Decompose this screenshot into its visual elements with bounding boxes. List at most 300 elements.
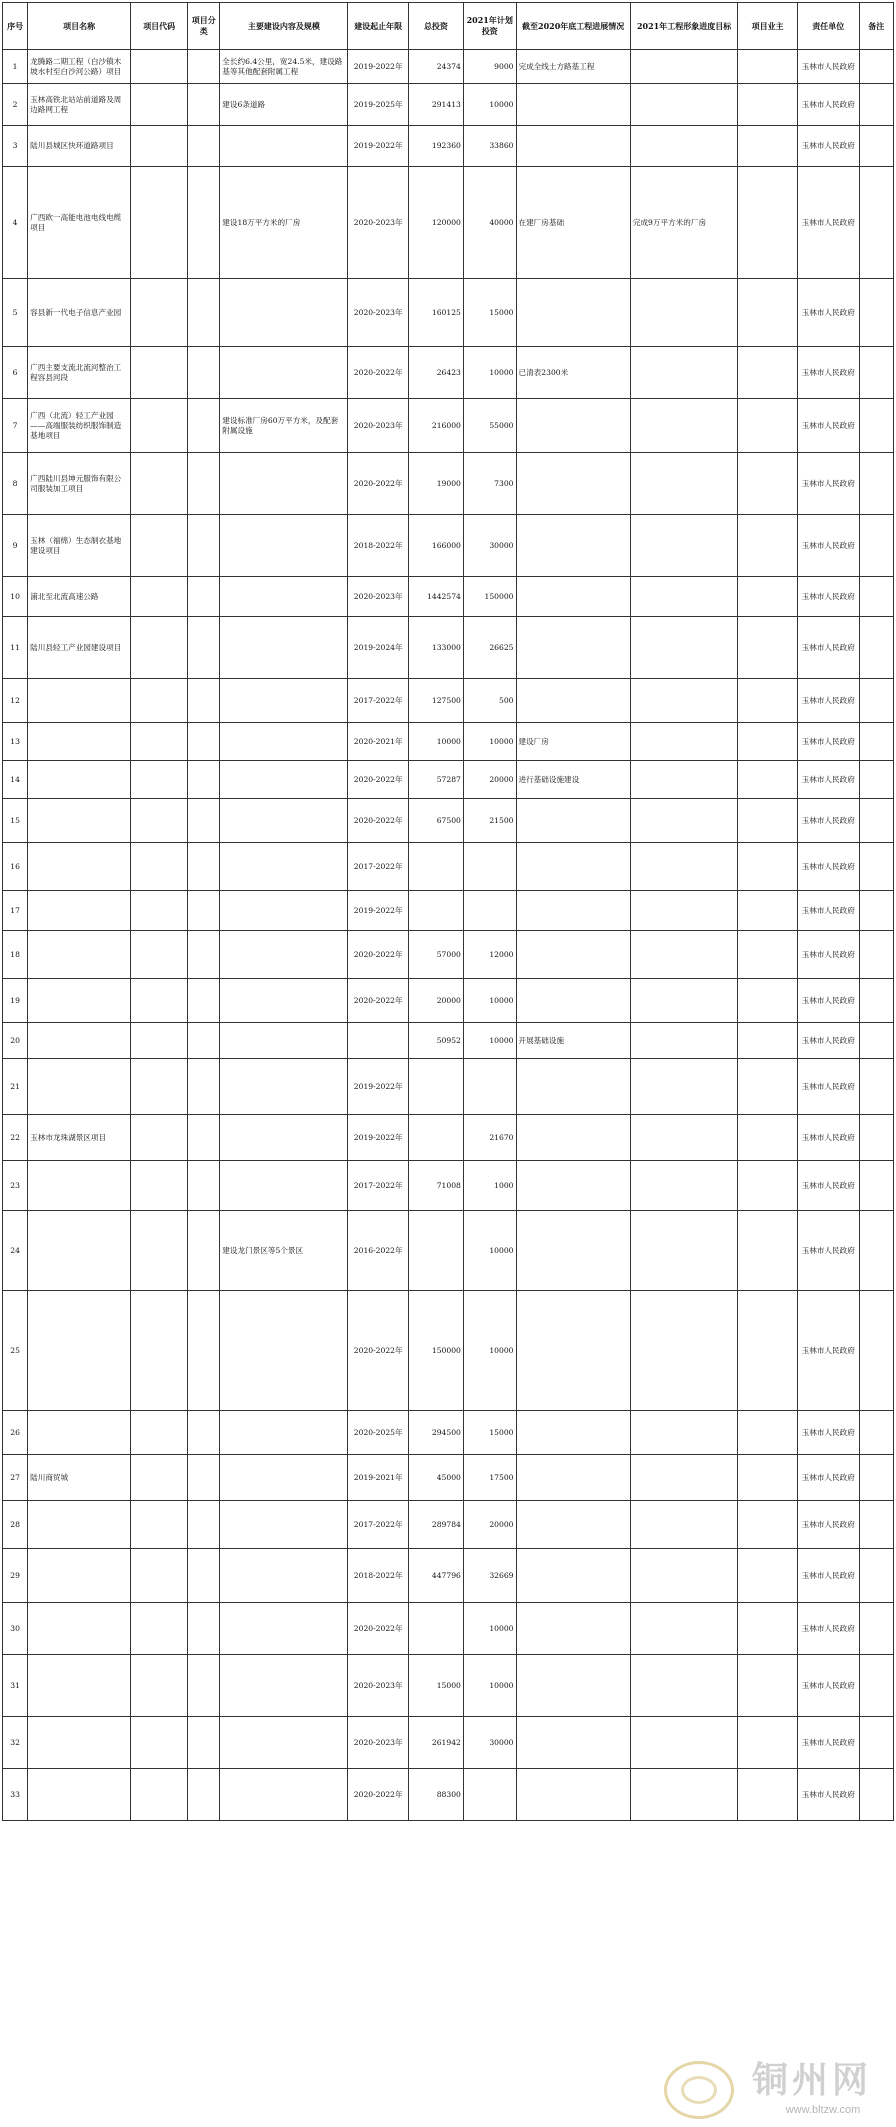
table-cell: 玉林市人民政府 <box>797 279 859 347</box>
table-cell <box>131 931 188 979</box>
table-cell: 玉林市人民政府 <box>797 167 859 279</box>
table-cell <box>28 1769 131 1821</box>
table-cell: 294500 <box>409 1411 464 1455</box>
table-cell <box>859 577 893 617</box>
table-cell <box>630 279 738 347</box>
table-cell <box>131 799 188 843</box>
table-cell: 玉林市人民政府 <box>797 1411 859 1455</box>
table-cell: 150000 <box>463 577 516 617</box>
table-cell: 玉林市人民政府 <box>797 126 859 167</box>
table-cell: 500 <box>463 679 516 723</box>
table-cell: 玉林市人民政府 <box>797 723 859 761</box>
table-row <box>3 1211 894 1291</box>
table-cell: 玉林市人民政府 <box>797 347 859 399</box>
table-cell: 玉林市人民政府 <box>797 1291 859 1411</box>
table-cell: 容县新一代电子信息产业园 <box>28 279 131 347</box>
table-cell <box>188 1769 220 1821</box>
table-cell: 龙腾路二期工程（白沙镇木坡水村至白沙河公路）项目 <box>28 50 131 84</box>
table-cell: 26423 <box>409 347 464 399</box>
table-cell <box>188 347 220 399</box>
table-cell <box>738 1211 797 1291</box>
table-cell: 陆川商贸城 <box>28 1455 131 1501</box>
table-cell <box>188 1023 220 1059</box>
table-cell <box>516 979 630 1023</box>
table-cell <box>516 1115 630 1161</box>
table-cell <box>516 931 630 979</box>
table-row <box>3 1501 894 1549</box>
table-cell <box>859 761 893 799</box>
table-cell: 1 <box>3 50 28 84</box>
table-cell <box>516 1211 630 1291</box>
table-cell <box>188 761 220 799</box>
table-cell: 9 <box>3 515 28 577</box>
table-cell: 192360 <box>409 126 464 167</box>
table-row <box>3 723 894 761</box>
table-cell: 玉林市人民政府 <box>797 891 859 931</box>
table-cell <box>188 979 220 1023</box>
table-cell <box>738 453 797 515</box>
table-cell: 2019-2025年 <box>348 84 409 126</box>
table-cell: 2020-2023年 <box>348 279 409 347</box>
table-cell <box>188 1291 220 1411</box>
table-cell <box>220 617 348 679</box>
table-cell: 玉林市人民政府 <box>797 617 859 679</box>
table-cell <box>131 1161 188 1211</box>
table-cell <box>348 1023 409 1059</box>
table-cell <box>738 1115 797 1161</box>
table-cell <box>131 617 188 679</box>
table-cell: 27 <box>3 1455 28 1501</box>
table-cell: 2017-2022年 <box>348 843 409 891</box>
table-cell <box>516 453 630 515</box>
table-cell <box>859 1603 893 1655</box>
table-cell <box>738 1455 797 1501</box>
table-cell <box>859 1115 893 1161</box>
table-cell <box>516 843 630 891</box>
table-cell: 2019-2021年 <box>348 1455 409 1501</box>
table-cell: 6 <box>3 347 28 399</box>
table-cell <box>630 1549 738 1603</box>
column-header: 责任单位 <box>797 3 859 50</box>
table-body <box>3 50 894 1821</box>
table-cell <box>859 617 893 679</box>
table-cell <box>131 1115 188 1161</box>
table-cell <box>859 1769 893 1821</box>
table-cell: 玉林市人民政府 <box>797 50 859 84</box>
table-cell <box>463 1769 516 1821</box>
table-cell: 陆川县城区快环道路项目 <box>28 126 131 167</box>
table-cell <box>630 126 738 167</box>
table-cell <box>220 1603 348 1655</box>
table-cell: 30000 <box>463 515 516 577</box>
table-cell: 玉林市人民政府 <box>797 399 859 453</box>
table-cell: 11 <box>3 617 28 679</box>
table-cell: 玉林高铁北站站前道路及周边路网工程 <box>28 84 131 126</box>
table-cell <box>738 1769 797 1821</box>
table-cell: 10 <box>3 577 28 617</box>
table-cell: 2017-2022年 <box>348 1501 409 1549</box>
table-cell <box>131 1211 188 1291</box>
table-cell <box>28 843 131 891</box>
table-cell <box>188 891 220 931</box>
table-cell <box>131 126 188 167</box>
table-cell <box>188 167 220 279</box>
table-cell <box>131 1655 188 1717</box>
table-cell <box>188 1501 220 1549</box>
table-row <box>3 979 894 1023</box>
table-cell <box>738 577 797 617</box>
table-cell: 玉林市人民政府 <box>797 679 859 723</box>
table-cell <box>188 50 220 84</box>
table-cell: 广西欧一高能电池电线电缆项目 <box>28 167 131 279</box>
table-cell <box>409 891 464 931</box>
table-cell: 120000 <box>409 167 464 279</box>
table-cell: 40000 <box>463 167 516 279</box>
table-cell <box>738 761 797 799</box>
table-cell <box>188 126 220 167</box>
table-cell <box>409 1211 464 1291</box>
table-row <box>3 761 894 799</box>
table-cell <box>738 1603 797 1655</box>
table-cell <box>188 1211 220 1291</box>
table-cell <box>516 1291 630 1411</box>
table-cell <box>188 1161 220 1211</box>
table-cell: 玉林市人民政府 <box>797 979 859 1023</box>
table-cell <box>188 617 220 679</box>
table-cell: 45000 <box>409 1455 464 1501</box>
table-cell <box>516 399 630 453</box>
table-cell <box>131 679 188 723</box>
table-cell <box>859 1549 893 1603</box>
table-cell: 玉林市人民政府 <box>797 1769 859 1821</box>
table-cell <box>630 1023 738 1059</box>
table-cell <box>859 979 893 1023</box>
table-cell <box>859 1291 893 1411</box>
table-cell: 陆川县轻工产业园建设项目 <box>28 617 131 679</box>
table-cell <box>516 891 630 931</box>
table-cell: 2020-2022年 <box>348 761 409 799</box>
table-cell <box>28 799 131 843</box>
table-cell <box>131 1717 188 1769</box>
table-cell <box>859 891 893 931</box>
table-row <box>3 167 894 279</box>
table-cell: 2020-2023年 <box>348 399 409 453</box>
table-cell: 2020-2021年 <box>348 723 409 761</box>
table-cell: 2019-2022年 <box>348 1059 409 1115</box>
table-cell <box>738 515 797 577</box>
table-cell: 216000 <box>409 399 464 453</box>
column-header: 建设起止年限 <box>348 3 409 50</box>
table-cell: 19000 <box>409 453 464 515</box>
table-cell: 玉林（福绵）生态制衣基地建设项目 <box>28 515 131 577</box>
table-cell <box>630 1411 738 1455</box>
table-cell <box>516 577 630 617</box>
table-cell <box>859 1411 893 1455</box>
table-cell <box>409 1603 464 1655</box>
table-cell: 2020-2023年 <box>348 577 409 617</box>
table-cell <box>131 1769 188 1821</box>
table-cell <box>28 1023 131 1059</box>
table-cell <box>220 1717 348 1769</box>
table-cell <box>630 931 738 979</box>
table-cell <box>859 843 893 891</box>
table-cell <box>131 1023 188 1059</box>
table-cell: 33860 <box>463 126 516 167</box>
table-cell: 88300 <box>409 1769 464 1821</box>
table-cell: 玉林市人民政府 <box>797 453 859 515</box>
column-header: 截至2020年底工程进展情况 <box>516 3 630 50</box>
table-cell <box>220 679 348 723</box>
table-cell <box>630 761 738 799</box>
table-cell <box>220 1501 348 1549</box>
table-cell <box>738 891 797 931</box>
table-cell <box>188 1655 220 1717</box>
table-cell: 20000 <box>463 761 516 799</box>
table-cell <box>131 1501 188 1549</box>
table-cell: 玉林市人民政府 <box>797 1059 859 1115</box>
table-row <box>3 1655 894 1717</box>
table-cell: 8 <box>3 453 28 515</box>
table-cell: 19 <box>3 979 28 1023</box>
table-cell <box>738 84 797 126</box>
table-cell: 18 <box>3 931 28 979</box>
table-cell <box>131 1603 188 1655</box>
table-cell <box>131 50 188 84</box>
table-cell <box>220 1291 348 1411</box>
table-cell: 4 <box>3 167 28 279</box>
table-row <box>3 1023 894 1059</box>
table-cell: 9000 <box>463 50 516 84</box>
table-cell <box>630 799 738 843</box>
table-cell: 20 <box>3 1023 28 1059</box>
table-cell <box>463 891 516 931</box>
table-cell <box>859 679 893 723</box>
table-row <box>3 84 894 126</box>
table-cell <box>630 617 738 679</box>
table-cell: 24 <box>3 1211 28 1291</box>
table-cell: 30 <box>3 1603 28 1655</box>
table-cell <box>131 577 188 617</box>
table-cell: 21500 <box>463 799 516 843</box>
table-cell <box>131 453 188 515</box>
table-cell: 建设18万平方米的厂房 <box>220 167 348 279</box>
table-cell: 玉林市人民政府 <box>797 761 859 799</box>
table-cell <box>630 1717 738 1769</box>
table-cell: 26 <box>3 1411 28 1455</box>
column-header: 项目代码 <box>131 3 188 50</box>
table-cell <box>220 279 348 347</box>
table-cell <box>630 347 738 399</box>
table-cell <box>28 1291 131 1411</box>
table-cell <box>630 84 738 126</box>
table-cell <box>630 1603 738 1655</box>
table-cell <box>409 843 464 891</box>
table-cell <box>516 799 630 843</box>
table-cell <box>859 723 893 761</box>
table-cell: 31 <box>3 1655 28 1717</box>
table-cell: 已清表2300米 <box>516 347 630 399</box>
table-cell: 10000 <box>463 347 516 399</box>
table-cell <box>738 1161 797 1211</box>
table-cell <box>630 399 738 453</box>
table-cell: 55000 <box>463 399 516 453</box>
table-cell: 玉林市人民政府 <box>797 799 859 843</box>
table-cell: 15 <box>3 799 28 843</box>
table-cell <box>738 399 797 453</box>
table-row <box>3 1411 894 1455</box>
table-cell <box>409 1115 464 1161</box>
table-cell <box>220 126 348 167</box>
table-cell <box>188 1717 220 1769</box>
table-cell <box>738 1501 797 1549</box>
table-row <box>3 1603 894 1655</box>
table-cell <box>516 679 630 723</box>
table-cell <box>738 1411 797 1455</box>
table-cell <box>859 167 893 279</box>
table-cell: 2020-2022年 <box>348 1603 409 1655</box>
table-cell <box>859 453 893 515</box>
table-cell: 1442574 <box>409 577 464 617</box>
table-cell: 玉林市人民政府 <box>797 1603 859 1655</box>
column-header: 项目名称 <box>28 3 131 50</box>
table-cell <box>859 50 893 84</box>
table-cell <box>630 1115 738 1161</box>
table-cell <box>859 1501 893 1549</box>
table-cell: 57287 <box>409 761 464 799</box>
table-cell <box>188 679 220 723</box>
table-cell: 33 <box>3 1769 28 1821</box>
table-cell <box>463 1059 516 1115</box>
table-cell <box>220 453 348 515</box>
column-header: 主要建设内容及规模 <box>220 3 348 50</box>
table-cell <box>220 1059 348 1115</box>
table-row <box>3 931 894 979</box>
table-cell: 67500 <box>409 799 464 843</box>
table-cell: 浦北至北流高速公路 <box>28 577 131 617</box>
table-cell: 玉林市人民政府 <box>797 1455 859 1501</box>
table-cell <box>131 347 188 399</box>
table-cell <box>220 843 348 891</box>
table-cell: 166000 <box>409 515 464 577</box>
table-cell: 玉林市人民政府 <box>797 931 859 979</box>
table-cell: 建设厂房 <box>516 723 630 761</box>
table-cell: 24374 <box>409 50 464 84</box>
table-cell: 289784 <box>409 1501 464 1549</box>
table-cell <box>859 1211 893 1291</box>
table-cell: 25 <box>3 1291 28 1411</box>
table-cell: 160125 <box>409 279 464 347</box>
table-row <box>3 891 894 931</box>
table-cell <box>131 1291 188 1411</box>
table-cell: 30000 <box>463 1717 516 1769</box>
table-cell: 建设标准厂房60万平方米，及配套附属设施 <box>220 399 348 453</box>
table-cell: 2020-2023年 <box>348 1717 409 1769</box>
table-row <box>3 1549 894 1603</box>
table-cell <box>188 931 220 979</box>
table-cell: 447796 <box>409 1549 464 1603</box>
table-cell <box>738 1655 797 1717</box>
table-row <box>3 515 894 577</box>
table-cell: 12000 <box>463 931 516 979</box>
table-cell <box>859 515 893 577</box>
table-cell: 玉林市龙珠湖景区项目 <box>28 1115 131 1161</box>
table-cell <box>188 843 220 891</box>
table-cell: 17 <box>3 891 28 931</box>
table-cell: 建设龙门景区等5个景区 <box>220 1211 348 1291</box>
table-cell: 2019-2022年 <box>348 126 409 167</box>
table-cell <box>220 979 348 1023</box>
table-cell: 玉林市人民政府 <box>797 84 859 126</box>
table-cell <box>630 723 738 761</box>
table-cell: 全长约6.4公里，宽24.5米，建设路基等其他配套附属工程 <box>220 50 348 84</box>
column-header: 项目业主 <box>738 3 797 50</box>
table-cell: 玉林市人民政府 <box>797 1161 859 1211</box>
table-cell <box>630 1211 738 1291</box>
table-cell <box>188 1059 220 1115</box>
table-cell: 10000 <box>463 1603 516 1655</box>
table-cell <box>131 84 188 126</box>
table-cell: 2018-2022年 <box>348 515 409 577</box>
table-row <box>3 126 894 167</box>
table-row <box>3 1115 894 1161</box>
table-cell: 21 <box>3 1059 28 1115</box>
table-cell <box>630 891 738 931</box>
table-cell: 广西陆川县坤元服饰有限公司服装加工项目 <box>28 453 131 515</box>
table-cell: 10000 <box>463 84 516 126</box>
table-cell <box>220 1023 348 1059</box>
table-cell: 玉林市人民政府 <box>797 1549 859 1603</box>
table-cell: 26625 <box>463 617 516 679</box>
table-cell <box>630 577 738 617</box>
table-cell <box>859 1161 893 1211</box>
table-cell <box>220 1655 348 1717</box>
table-cell <box>131 515 188 577</box>
table-cell: 10000 <box>463 1291 516 1411</box>
table-cell: 7 <box>3 399 28 453</box>
table-cell <box>220 577 348 617</box>
table-cell: 2020-2022年 <box>348 979 409 1023</box>
table-cell: 玉林市人民政府 <box>797 1501 859 1549</box>
table-cell: 1000 <box>463 1161 516 1211</box>
table-cell <box>188 723 220 761</box>
table-cell <box>28 761 131 799</box>
table-cell: 7300 <box>463 453 516 515</box>
table-cell <box>516 84 630 126</box>
table-cell <box>516 1769 630 1821</box>
table-cell <box>409 1059 464 1115</box>
table-cell: 玉林市人民政府 <box>797 1115 859 1161</box>
table-cell <box>28 1549 131 1603</box>
table-cell <box>131 279 188 347</box>
table-cell <box>28 1211 131 1291</box>
table-cell <box>220 1161 348 1211</box>
watermark-url: www.bltzw.com <box>785 2104 861 2116</box>
table-cell <box>738 799 797 843</box>
table-cell <box>630 1501 738 1549</box>
table-cell: 32669 <box>463 1549 516 1603</box>
table-cell <box>859 1455 893 1501</box>
table-cell: 2 <box>3 84 28 126</box>
table-cell <box>188 1411 220 1455</box>
table-cell <box>131 979 188 1023</box>
table-cell: 2019-2022年 <box>348 891 409 931</box>
table-row <box>3 1291 894 1411</box>
table-cell: 127500 <box>409 679 464 723</box>
table-cell <box>738 617 797 679</box>
table-cell: 2020-2022年 <box>348 931 409 979</box>
table-cell <box>28 1717 131 1769</box>
table-cell: 进行基础设施建设 <box>516 761 630 799</box>
